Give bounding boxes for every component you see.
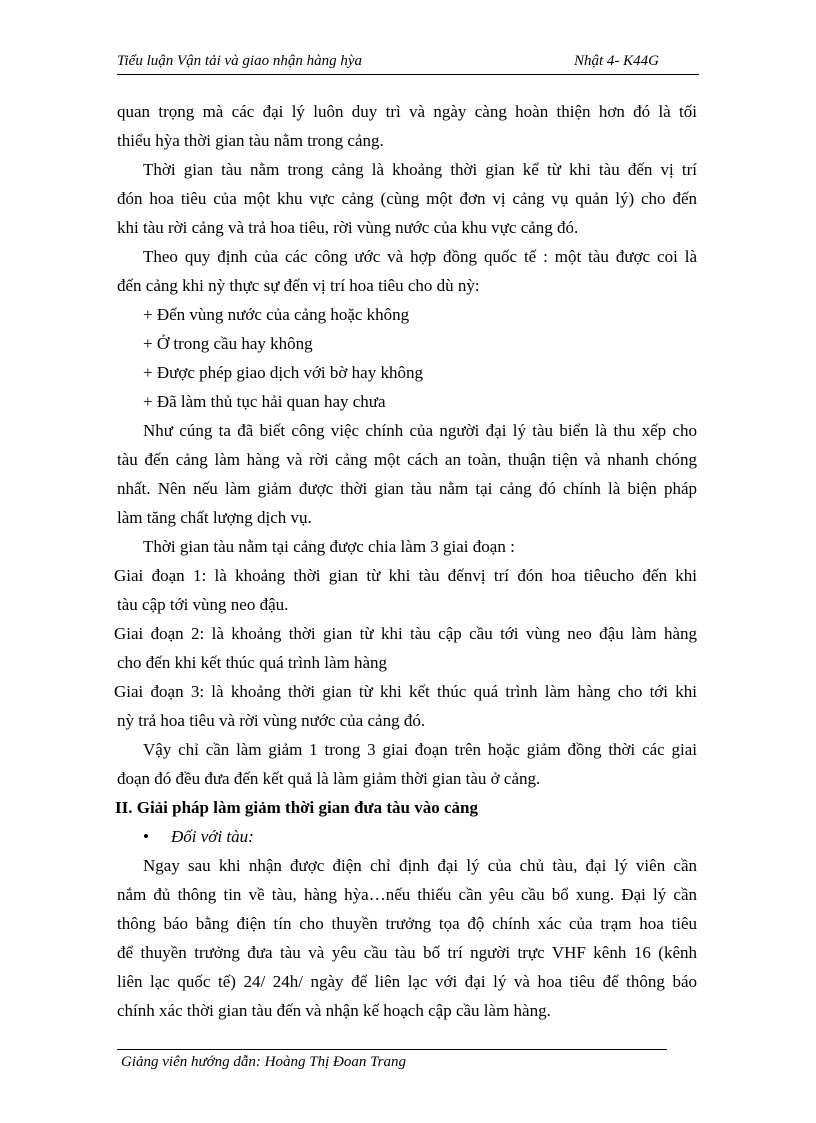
header-author: Nhật 4- K44G [574,53,660,69]
paragraph-line: làm tăng chất lượng dịch vụ. [117,508,312,527]
paragraph-line: cho đến khi kết thúc quá trình làm hàng [117,653,388,672]
bullet-label: Đối với tàu: [171,827,254,846]
paragraph-line: nhất. Nên nếu làm giảm được thời gian tàu nằm tại cảng đó chính là biện pháp [117,479,697,498]
paragraph-line: quan trọng mà các đại lý luôn duy trì và ngày càng hoàn thiện hơn đó là tối [117,102,697,121]
paragraph-line: Thời gian tàu nằm trong cảng là khoảng thời gian kể từ khi tàu đến vị trí [143,160,697,179]
document-body [114,97,697,1025]
paragraph-line: nỳ trả hoa tiêu và rời vùng nước của cảng đó. [117,711,426,730]
paragraph-line: tàu đến cảng làm hàng và rời cảng một cách an toàn, thuận tiện và nhanh chóng [117,450,697,469]
paragraph-line: liên lạc quốc tế) 24/ 24h/ ngày để liên lạc với đại lý và hoa tiêu để thông báo [117,972,697,991]
list-item: + Được phép giao dịch với bờ hay không [143,363,423,382]
page-footer: Giảng viên hướng dẫn: Hoàng Thị Đoan Trang [121,1054,406,1070]
paragraph-line: Giai đoạn 3: là khoảng thời gian từ khi kết thúc quá trình làm hàng cho tới khi [114,682,697,701]
paragraph-line: nắm đủ thông tin về tàu, hàng hỳa…nếu thiếu cần yêu cầu bổ xung. Đại lý cần [117,885,697,904]
paragraph-line: chính xác thời gian tàu đến và nhận kế hoạch cập cầu làm hàng. [117,1001,551,1020]
paragraph-line: đoạn đó đều đưa đến kết quả là làm giảm thời gian tàu ở cảng. [117,769,541,788]
section-heading: II. Giải pháp làm giảm thời gian đưa tàu vào cảng [115,798,478,817]
header-title: Tiểu luận Vận tải và giao nhận hàng hỳa [117,53,362,69]
paragraph-line: Theo quy định của các công ước và hợp đồng quốc tế : một tàu được coi là [143,247,697,266]
paragraph-line: đến cảng khi nỳ thực sự đến vị trí hoa tiêu cho dù nỳ: [117,276,480,295]
page-header [117,52,699,75]
paragraph-line: Ngay sau khi nhận được điện chỉ định đại lý của chủ tàu, đại lý viên cần [143,856,697,875]
list-item: + Đã làm thủ tục hải quan hay chưa [143,392,386,411]
bullet-icon: • [143,827,149,846]
paragraph-line: Thời gian tàu nằm tại cảng được chia làm 3 giai đoạn : [143,537,515,556]
paragraph-line: tàu cập tới vùng neo đậu. [117,595,289,614]
list-item: + Đến vùng nước của cảng hoặc không [143,305,410,324]
paragraph-line: Giai đoạn 1: là khoảng thời gian từ khi tàu đếnvị trí đón hoa tiêucho đến khi [114,566,697,585]
paragraph-line: đón hoa tiêu của một khu vực cảng (cùng một đơn vị cảng vụ quản lý) cho đến [117,189,697,208]
list-item: + Ở trong cầu hay không [143,334,313,353]
paragraph-line: Giai đoạn 2: là khoảng thời gian từ khi tàu cập cầu tới vùng neo đậu làm hàng [114,624,697,643]
paragraph-line: thông báo bằng điện tín cho thuyền trưởng tọa độ chính xác của trạm hoa tiêu [117,914,697,933]
paragraph-line: để thuyền trưởng đưa tàu và yêu cầu tàu bố trí người trực VHF kênh 16 (kênh [117,943,697,962]
paragraph-line: Như cúng ta đã biết công việc chính của người đại lý tàu biển là thu xếp cho [143,421,697,440]
bullet-item [117,822,697,851]
footer-divider [117,1049,667,1050]
paragraph-line: khi tàu rời cảng và trả hoa tiêu, rời vùng nước của khu vực cảng đó. [117,218,579,237]
paragraph-line: thiểu hỳa thời gian tàu nằm trong cảng. [117,131,384,150]
paragraph-line: Vậy chỉ cần làm giảm 1 trong 3 giai đoạn trên hoặc giảm đồng thời các giai [143,740,697,759]
